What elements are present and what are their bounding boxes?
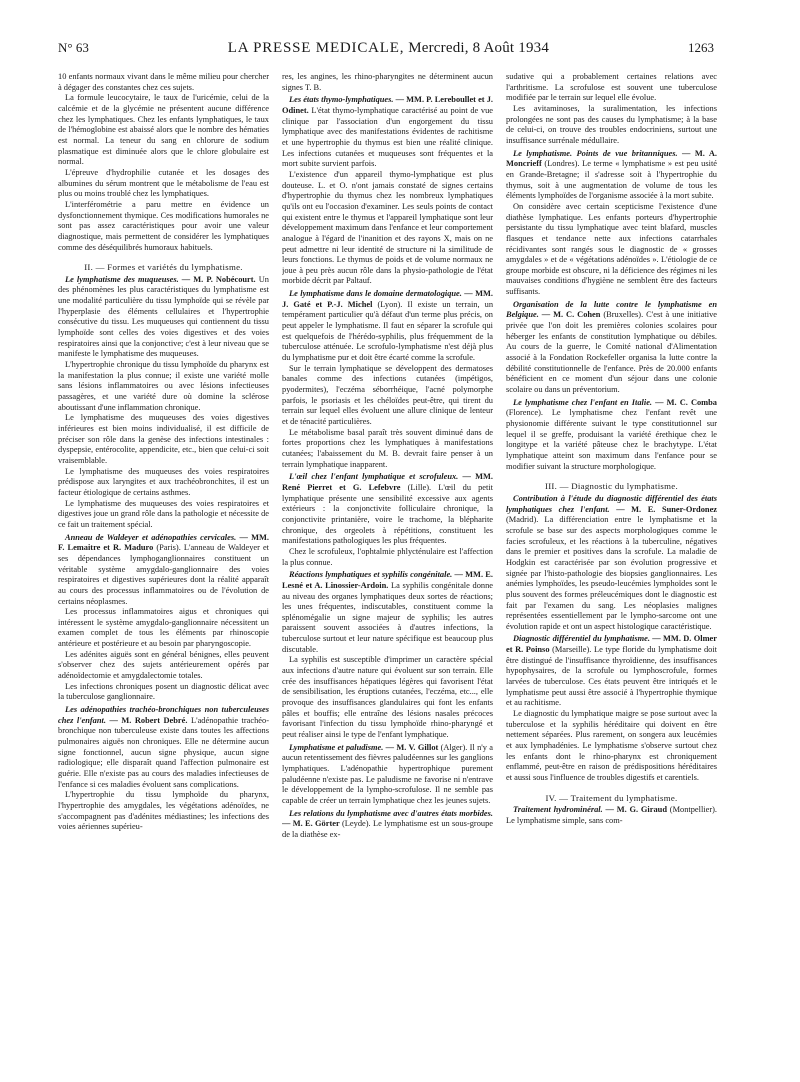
paragraph: Le lymphatisme des muqueuses des voies respiratoires et digestives joue un grand rôle dans la pathologie et nécessite de ce fait un traitement spécial. — [58, 498, 269, 529]
article-lead — [58, 275, 269, 360]
paragraph: La formule leucocytaire, le taux de l'uricémie, celui de la calcémie et de la glycémie ne présentent aucune différence chez les lymphatiques. Chez les enfants lymphatiques, le taux de l'hémoglobine est abaissé alors que le nombre des hématies est normal. La teneur du sang en chlorure de sodium plasmatique est diminuée alors que le chlore globulaire est normal. — [58, 93, 269, 167]
article-title: Organisation de la lutte contre le lymphatisme en Belgique. — [506, 299, 717, 320]
article-authors: — M. A. Moncrieff — [506, 148, 717, 169]
article-city: (Lille). — [400, 482, 432, 492]
article-city: (Florence). — [506, 408, 543, 418]
article-body: Le lymphatisme chez l'enfant revêt une physionomie différente suivant le type constitutionnel sur lequel il se greffe, produisant la variété érethique chez le longitype et la variété pâteuse chez le brachytype. L'état lymphatique atteint son maximum dans l'enfance pour se modifier suivant la structure morphologique. — [506, 408, 717, 471]
article-lead — [282, 809, 493, 841]
article-body: Il existe un terrain, un tempérament particulier qu'à défaut d'un terme plus précis, on peut appeler le lymphatisme. Il faut en séparer la scrofule qui est quelquefois de l'hérédo-syphilis, plus fréquemment de la tuberculose atténuée. Le scrofulo-lymphatisme n'est déjà plus du lymphatisme pur et doit être écarté comme la scrofule. — [282, 299, 493, 363]
article-title: Les adénopathies trachéo-bronchiques non tuberculeuses chez l'enfant. — [58, 705, 269, 725]
article-lead — [506, 494, 717, 633]
article-body: L'anneau de Waldeyer et ses dépendances lymphoganglionnaires constituent un véritable système amygdalo-ganglionnaire des voies respiratoires et digestives supérieures dont la réalité apparaît au cours des processus inflammatoires ou de l'évolution de certains néoplasmes. — [58, 543, 269, 606]
article-lead — [282, 570, 493, 655]
article-lead — [282, 289, 493, 364]
article-body: La différenciation entre le lymphatisme et la scrofule se base sur des aspects morphologiques comme le facies scrofuleux, et les réactions à la tuberculine, négatives dans le premier et positives dans la scrofule. La maladie de Hodgkin est caractérisée par son évolution progressive et signée par l'histo-pathologie des biopsies ganglionnaires. Les anémies lymphoïdes, les pseudo-leucémies lymphoïdes sont le plus souvent des formes préleucémiques dont le diagnostic est fait par l'examen du sang. Les néoplasies malignes représentées essentiellement par le lympho-sarcome ont une évolution rapide et ont un aspect histologique caractéristique. — [506, 515, 717, 631]
article-title: Réactions lymphatiques et syphilis congénitale. — [289, 570, 453, 580]
paragraph: Le lymphatisme des muqueuses des voies respiratoires prédispose aux laryngites et aux trachéobronchites, il est un facteur étiologique de certains asthmes. — [58, 466, 269, 497]
article-title: Contribution à l'étude du diagnostic différentiel des états lymphatiques chez l'enfant. — [506, 493, 717, 514]
article-authors: — M. P. Nobécourt. — [178, 274, 256, 284]
article-authors: — MM. F. Lemaitre et R. Maduro — [58, 532, 269, 553]
article-columns — [58, 72, 718, 1067]
article-title: Le lymphatisme chez l'enfant en Italie. — [513, 397, 653, 407]
article-body: Le lymphatisme est un sous-groupe de la diathèse ex- — [282, 819, 493, 839]
article-city: (Alger). — [438, 742, 468, 752]
column-2 — [282, 72, 493, 1067]
paragraph: Les processus inflammatoires aigus et chroniques qui intéressent le système amygdalo-ganglionnaire nécessitent un examen complet de tous les éléments par rhinoscopie antérieure et postérieure et au besoin par pharyngoscopie. — [58, 607, 269, 649]
section-heading: IV. — Traitement du lymphatisme. — [545, 792, 678, 803]
paragraph: Le lymphatisme des muqueuses des voies digestives inférieures est bien moins individualisé, il est difficile de préciser son rôle dans la genèse des infections intestinales : dyspepsie, entérocolite, appendicite, etc., bien que celui-ci soit vraisemblable. — [58, 413, 269, 465]
paragraph: sudative qui a probablement certaines relations avec l'arthritisme. La scrofulose est souvent une tuberculose modifiée par le terrain sur lequel elle évolue. — [506, 72, 717, 103]
article-authors: — M. C. Cohen — [538, 310, 601, 320]
article-city: (Londres). — [541, 159, 580, 169]
paragraph: res, les angines, les rhino-pharyngites ne déterminent aucun signes T. B. — [282, 72, 493, 92]
paragraph: Le diagnostic du lymphatique maigre se pose surtout avec la tuberculose et la syphilis héréditaire qui doivent en être nettement séparées. Plus rarement, on songera aux leucémies et aux lymphadénies. Le lymphatisme s'observe surtout chez les enfants dont le rhino-pharynx est chroniquement enflammé, peut-être en raison de prédispositions héréditaires et aussi sous l'influence de troubles digestifs et carentiels. — [506, 709, 717, 782]
column-1 — [58, 72, 269, 1067]
paragraph: L'hypertrophie chronique du tissu lymphoïde du pharynx est la manifestation la plus connue; il existe une variété molle sans lésions inflammatoires ou avec lésions infectieuses passagères, et une variété dure où domine la sclérose aboutissant d'une inflammation chronique. — [58, 360, 269, 412]
article-body: La syphilis congénitale donne au niveau des organes lymphatiques deux sortes de réactions; les unes fréquentes, indiscutables, constituent comme la splénomégalie un signe majeur de syphilis; les autres paraissent souvent associées à d'autres infections, la tuberculose surtout et leur nature spécifique est beaucoup plus discutable. — [282, 580, 493, 654]
article-authors: — MM. P. Lereboullet et J. Odinet. — [282, 95, 493, 115]
paragraph: Chez le scrofuleux, l'ophtalmie phlycténulaire est l'affection la plus connue. — [282, 546, 493, 567]
article-authors: — MM. D. Olmer et R. Poinso — [506, 634, 717, 655]
article-authors: — M. V. Gillot — [383, 742, 439, 752]
article-authors: — M. G. Giraud — [602, 805, 667, 815]
section-heading: II. — Formes et variétés du lymphatisme. — [84, 262, 243, 273]
paragraph: L'existence d'un appareil thymo-lymphatique est plus douteuse. L. et O. n'ont jamais constaté de signes certains d'hypertrophie du thymus chez les nombreux lymphatiques qu'ils ont eu l'occasion d'examiner. Les seuls points de contact qui existent entre le thymus et l'appareil lymphatique sont leur développement maximum dans l'enfance et leur comportement analogue à l'égard de l'inanition et des rayons X, mais on ne peut admettre ni leur identité de structure ni la similitude de leurs fonctions. Le thymus de poids et de volume normaux ne joue à peu près aucun rôle dans la physio-pathologie de l'état morbide décrit par Paltauf. — [282, 169, 493, 286]
article-title: Le lymphatisme. Points de vue britanniques. — [513, 148, 678, 158]
article-lead — [282, 95, 493, 170]
article-lead — [282, 743, 493, 807]
article-authors: — M. Robert Debré. — [105, 715, 188, 725]
article-authors: — M. C. Comba — [652, 397, 717, 407]
article-body: C'est à une initiative privée que l'on doit les premières colonies scolaires pour héberger les enfants de constitution lymphatique ou débiles. Au cours de la guerre, le Comité national d'Alimentation associé à la Fondation Rockefeller organisa la lutte contre la débilité constitutionnelle de l'enfance. Près de 20.000 enfants bénéficient en ce moment d'un séjour dans une colonie scolaire ou dans un préventorium. — [506, 310, 717, 395]
paragraph: On considère avec certain scepticisme l'existence d'une diathèse lymphatique. Les enfants porteurs d'hypertrophie persistante du tissu lymphatique avec teint blafard, muscles flasques et tendance nette aux infections catarrhales récidivantes sont rangés sous le diagnostic de « grosses amygdales » et de « végétations adénoïdes ». L'étiologie de ce groupe morbide est obscure, ni la déficience des régimes ni les mauvaises conditions d'hygiène ne semblent être des facteurs suffisants. — [506, 201, 717, 297]
paragraph: Les adénites aiguës sont en général bénignes, elles peuvent s'observer chez des sujets antérieurement opérés par adénoïdectomie et amygdalectomie totales. — [58, 649, 269, 681]
paragraph: 10 enfants normaux vivant dans le même milieu pour chercher à dégager des constantes chez ces sujets. — [58, 72, 269, 92]
article-lead — [506, 634, 717, 709]
article-city: (Bruxelles). — [600, 310, 644, 320]
article-lead — [506, 300, 717, 396]
article-body: Un des phénomènes les plus caractéristiques du lymphatisme est une modalité particulière du tissu lymphoïde qui se révèle par l'hyperplasie des éléments cellulaires et l'hypertrophie consécutive du tissu. Les muqueuses qui contiennent du tissu lymphoïde sont celles des voies digestives et des voies respiratoires ainsi que la conjonctive; c'est à leur niveau que se manifeste le lymphatisme des muqueuses. — [58, 274, 269, 359]
article-lead — [58, 705, 269, 790]
paragraph: L'hypertrophie du tissu lymphoïde du pharynx, l'hypertrophie des amygdales, les végétations adénoïdes, ne s'accompagnent pas d'adénites médiastines; les infections des voies aériennes supérieu- — [58, 790, 269, 832]
paragraph: Les avitaminoses, la suralimentation, les infections prolongées ne sont pas des causes du lymphatisme; à la base de celui-ci, on trouve des troubles endocriniens, surtout une insuffisance surrénale médullaire. — [506, 103, 717, 145]
paragraph: Sur le terrain lymphatique se développent des dermatoses banales comme des infections cutanées (impétigos, pyodermites), l'eczéma séborrhéique, l'acné polymorphe parfois, le psoriasis et les chéloïdes peut-être, qui tirent du terrain sur lequel elles évoluent une allure clinique de lenteur et de ténacité particulières. — [282, 363, 493, 426]
article-authors: — M. E. Görter — [282, 819, 340, 829]
article-authors: — M. E. Suner-Ordonez — [609, 504, 717, 514]
column-3 — [506, 72, 717, 1067]
article-title: Traitement hydrominéral. — [513, 805, 603, 815]
issue-date: Mercredi, 8 Août 1934 — [408, 40, 550, 56]
article-authors: — MM. René Pierret et G. Lefebvre — [282, 472, 493, 492]
paragraph: L'épreuve d'hydrophilie cutanée et les dosages des albumines du sérum montrent que le métabolisme de l'eau est plus ou moins troublé chez les lymphatiques. — [58, 167, 269, 199]
journal-title-line — [228, 40, 549, 57]
article-body: Le lymphatisme simple, sans com- — [506, 815, 623, 825]
paragraph: Le métabolisme basal paraît très souvent diminué dans de fortes proportions chez les lymphatiques à manifestations cutanées; l'abaissement du M. B. devrait faire penser à un terrain lymphatique inapparent. — [282, 427, 493, 469]
article-body: L'état thymo-lymphatique caractérisé au point de vue clinique par l'association d'un engorgement du tissu lymphatique avec des manifestations évidentes de rachitisme et une hypertrophie du thymus est bien une réalité clinique. Les infections cutanées et muqueuses sont fréquentes et la mort subite survient parfois. — [282, 105, 493, 169]
article-title: Les états thymo-lymphatiques. — [289, 95, 394, 105]
paragraph: Les infections chroniques posent un diagnostic délicat avec la tuberculose ganglionnaire. — [58, 681, 269, 702]
article-lead — [58, 533, 269, 608]
article-title: L'œil chez l'enfant lymphatique et scrofuleux. — [289, 472, 459, 482]
article-title: Le lymphatisme dans le domaine dermatologique. — [289, 289, 462, 299]
article-title: Anneau de Waldeyer et adénopathies cervicales. — [65, 532, 237, 542]
section-heading: III. — Diagnostic du lymphatisme. — [544, 481, 679, 492]
paragraph: La syphilis est susceptible d'imprimer un caractère spécial aux infections d'autre nature qui évoluent sur son terrain. Elle crée des insuffisances hépatiques légères qui favorisent l'état de sensibilisation, les éruptions cutanées, l'eczéma, etc..., elle provoque des insuffisances glandulaires qui font les enfants pâles et bouffis; elle entraîne des lésions nasales précoces favorisant l'infection du tissu lymphoïde rhino-pharyngé et peut réaliser ainsi le type de l'enfant lymphatique. — [282, 655, 493, 740]
article-authors: — MM. J. Gaté et P.-J. Michel — [282, 289, 493, 309]
article-body: Il n'y a aucun retentissement des fièvres paludéennes sur les ganglions lymphatiques. L'adénopathie hypertrophique purement paludéenne n'existe pas. Le paludisme ne favorise ni n'entrave le développement de la lympho-scrofulose. Il ne semble pas capable de créer un terrain lymphatique chez les jeunes sujets. — [282, 742, 493, 805]
article-city: (Paris). — [153, 543, 181, 553]
article-body: L'adénopathie trachéo-bronchique non tuberculeuse existe dans toutes les affections pulmonaires aiguës non chroniques. Elle ne détermine aucun signe fonctionnel, aucun signe physique, aucun signe radiologique; elle disparaît quand l'affection pulmonaire est guérie. Elle n'existe pas au cours des maladies infectieuses de l'enfance si ces maladies évoluent sans complications. — [58, 715, 269, 789]
article-lead — [506, 149, 717, 202]
paragraph: L'interférométrie a paru mettre en évidence un dysfonctionnement thymique. Ces modifications humorales ne sont pas assez caractéristiques pour avoir une valeur diagnostique, mais permettent de considérer les lymphatiques comme des déséquilibrés humoraux habituels. — [58, 199, 269, 252]
page-header — [58, 40, 714, 62]
journal-name: LA PRESSE MEDICALE, — [227, 40, 405, 56]
article-body: Le terme « lymphatisme » est peu usité en Grande-Bretagne; il s'adresse soit à l'hypertrophie du thymus, soit à une augmentation de volume de tous les éléments lymphoïdes de l'organisme associée à la mort subite. — [506, 159, 717, 201]
article-authors: — MM. E. Lesné et A. Linossier-Ardoin. — [282, 570, 493, 590]
issue-number: N° 63 — [58, 40, 89, 55]
page-number: 1263 — [687, 40, 714, 55]
article-lead — [506, 398, 717, 473]
article-title: Diagnostic différentiel du lymphatisme. — [513, 634, 650, 644]
article-city: (Madrid). — [506, 515, 539, 525]
article-lead — [506, 805, 717, 826]
article-title: Les relations du lymphatisme avec d'autres états morbides. — [289, 808, 493, 818]
article-city: (Lyon). — [372, 299, 403, 309]
article-city: (Leyde). — [339, 819, 371, 829]
article-city: (Marseille). — [549, 645, 592, 655]
article-city: (Montpellier). — [666, 805, 717, 815]
article-title: Lymphatisme et paludisme. — [289, 742, 384, 752]
article-body: L'œil du petit lymphatique présente une sensibilité excessive aux agents extérieurs : la conjonctivite folliculaire chronique, la conjonctivite printanière, voire le trachome, la blépharite chronique, des orgeolets à répétitions, constituent les manifestations pathologiques les plus fréquentes. — [282, 482, 493, 546]
article-body: Le type floride du lymphatisme doit être distingué de l'insuffisance thyroïdienne, des insuffisances hypophysaires, de la scrofule ou lymphoscrofule, formes larvées de tuberculose. Ces états peuvent être intriqués et le lymphatisme peut aussi être associé à l'hypertrophie thymique et au rachitisme. — [506, 645, 717, 708]
article-lead — [282, 472, 493, 547]
article-title: Le lymphatisme des muqueuses. — [65, 274, 179, 284]
